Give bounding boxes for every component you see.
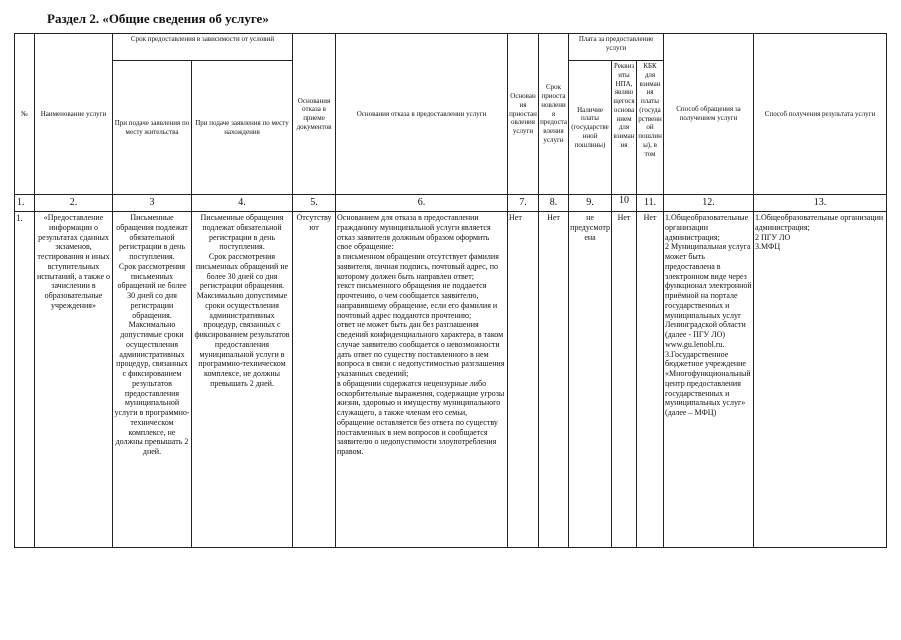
col-number: 11. <box>637 195 664 212</box>
col-number: 7. <box>508 195 539 212</box>
header-refuse-docs: Основания отказа в приеме документов <box>293 34 336 195</box>
term-residence: Письменные обращения подлежат обязательной регистрации в день поступления. Срок рассмотрения письменных обращений не более 30 дней со дня регистрации обращения. Максимально допустимые сроки осуществления административных процедур, связанных с фиксированием результатов предоставления муниципальной услуги в программно-техническом комплексе, не должны превышать 2 дней. <box>113 212 192 548</box>
col-number: 1. <box>15 195 35 212</box>
col-number: 2. <box>35 195 113 212</box>
col-number: 3 <box>113 195 192 212</box>
column-number-row <box>15 195 887 212</box>
col-number: 6. <box>336 195 508 212</box>
header-term-residence: При подаче заявления по месту жительства <box>113 61 192 195</box>
table-row <box>15 212 887 548</box>
suspend-term: Нет <box>539 212 569 548</box>
suspend-reasons: Нет <box>508 212 539 548</box>
header-fee-kbk: КБК для взимания платы (государственной пошлины), в том <box>637 61 664 195</box>
service-info-table <box>14 33 887 548</box>
term-location: Письменные обращения подлежат обязательной регистрации в день поступления. Срок рассмотрения письменных обращений не более 30 дней со дня регистрации обращения. Максимально допустимые сроки осуществления административных процедур, связанных с фиксированием результатов предоставления муниципальной услуги в программно-техническом комплексе, не должны превышать 2 дней. <box>192 212 293 548</box>
header-result-method: Способ получения результата услуги <box>754 34 887 195</box>
col-number: 8. <box>539 195 569 212</box>
header-term-group: Срок предоставления в зависимости от условий <box>113 34 293 61</box>
request-method: 1.Общеобразовательные организации администрация; 2 Муниципальная услуга может быть предоставлена в электронном виде через функционал электронной приёмной на портале государственных и муниципальных услуг Ленинградской области (далее - ПГУ ЛО) www.gu.lenobl.ru. 3.Государственное бюджетное учреждение «Многофункциональный центр предоставления государственных и муниципальных услуг» (далее – МФЦ) <box>664 212 754 548</box>
header-suspend-term: Срок приостановления предоставления услуги <box>539 34 569 195</box>
header-service-name: Наименование услуги <box>35 34 113 195</box>
col-number: 13. <box>754 195 887 212</box>
header-request-method: Способ обращения за получением услуги <box>664 34 754 195</box>
service-name: «Предоставление информации о результатах сданных экзаменов, тестирования и иных вступительных испытаний, а также о зачислении в образовательные учреждения» <box>35 212 113 548</box>
header-refuse-service: Основания отказа в предоставлении услуги <box>336 34 508 195</box>
header-row-1 <box>15 34 887 61</box>
refuse-docs: Отсутствуют <box>293 212 336 548</box>
col-number: 9. <box>569 195 612 212</box>
result-method: 1.Общеобразовательные организации администрация; 2 ПГУ ЛО 3.МФЦ <box>754 212 887 548</box>
col-number: 5. <box>293 195 336 212</box>
section-title: Раздел 2. «Общие сведения об услуге» <box>47 11 269 26</box>
header-fee-npa: Реквизиты НПА, являющегося основанием для взимания <box>612 61 637 195</box>
header-num: № <box>15 34 35 195</box>
row-number: 1. <box>15 212 35 548</box>
col-number: 12. <box>664 195 754 212</box>
header-suspend-reasons: Основания приостановления услуги <box>508 34 539 195</box>
fee-npa: Нет <box>612 212 637 548</box>
col-number: 10 <box>612 195 637 212</box>
header-term-location: При подаче заявления по месту нахождения <box>192 61 293 195</box>
header-fee-group: Плата за предоставление услуги <box>569 34 664 61</box>
header-fee-exists: Наличие платы (государственной пошлины) <box>569 61 612 195</box>
refuse-service: Основанием для отказа в предоставлении гражданину муниципальной услуги является отказ заявителя должным образом оформить свое обращение: в письменном обращении отсутствует фамилия заявителя, личная подпись, почтовый адрес, по которому должен быть направлен ответ; текст письменного обращения не поддается прочтению, о чем сообщается заявителю, направившему обращение, если его фамилия и почтовый адрес поддаются прочтению; ответ не может быть дан без разглашения сведений конфиденциального характера, в таком случае заявителю сообщается о невозможности дать ответ по существу поставленного в нем вопроса в связи с недопустимостью разглашения указанных сведений; в обращении содержатся нецензурные либо оскорбительные выражения, содержащие угрозы жизни, здоровью и имуществу муниципального служащего, а также членам его семьи, обращение оставляется без ответа по существу поставленных в нем вопросов и сообщается заявителю о недопустимости злоупотребления правом. <box>336 212 508 548</box>
fee-kbk: Нет <box>637 212 664 548</box>
fee-exists: не предусмотрена <box>569 212 612 548</box>
col-number: 4. <box>192 195 293 212</box>
